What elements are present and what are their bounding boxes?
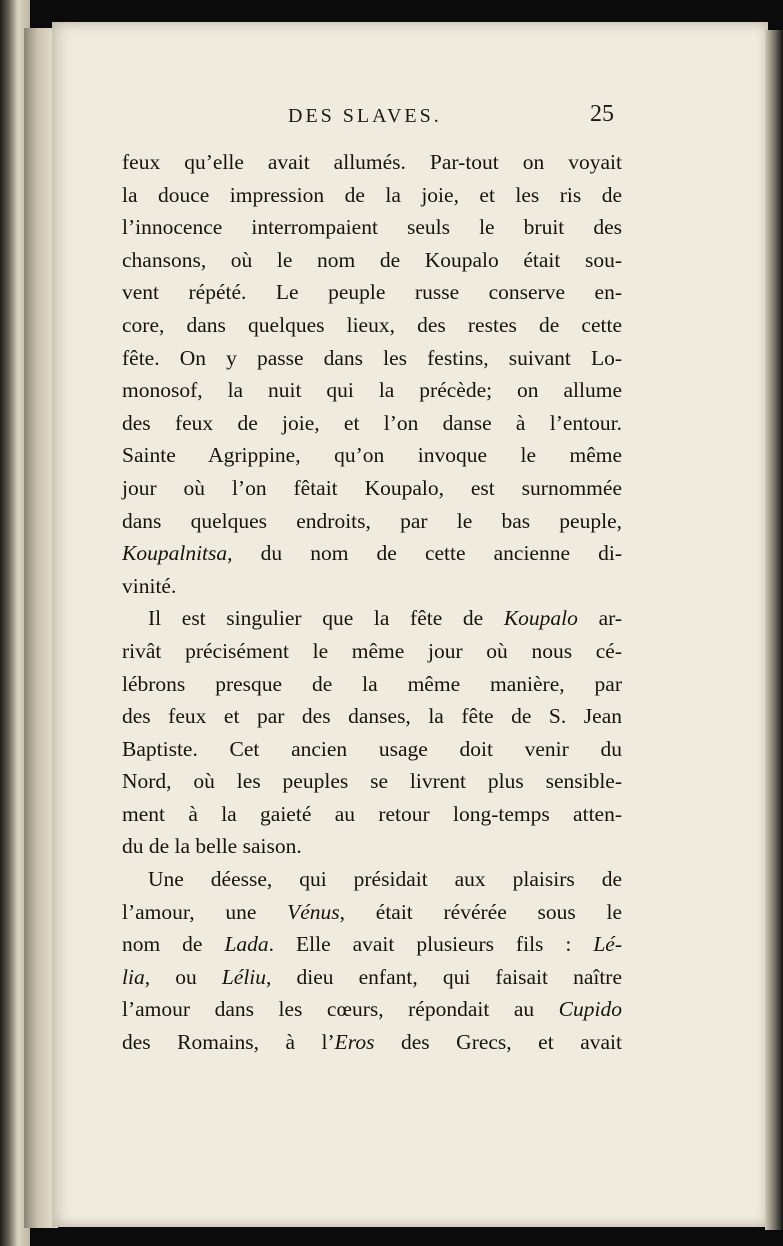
text-segment: Baptiste. Cet ancien usage doit venir du [122, 736, 622, 761]
text-segment: feux qu’elle avait allumés. Par-tout on voyait [122, 150, 622, 174]
text-segment: vent répété. Le peuple russe conserve en- [122, 280, 622, 305]
text-line [122, 896, 622, 929]
text-segment: Nord, où les peuples se livrent plus sensible- [122, 769, 622, 794]
text-line [122, 211, 622, 244]
text-segment: l’amour dans les cœurs, répondait au [122, 997, 559, 1022]
text-segment: chansons, où le nom de Koupalo était sou- [122, 247, 622, 272]
text-segment: nom de [122, 932, 225, 957]
text-segment: dans quelques endroits, par le bas peuple, [122, 508, 622, 533]
text-segment: , était révérée sous le [339, 899, 622, 924]
italic-text: Koupalnitsa [122, 541, 228, 566]
text-line [122, 733, 622, 766]
text-line [122, 961, 622, 994]
text-segment: , du nom de cette ancienne di- [227, 541, 622, 566]
text-segment: Une déesse, qui présidait aux plaisirs de [148, 867, 622, 892]
text-segment: core, dans quelques lieux, des restes de cette [122, 312, 622, 337]
text-line [122, 635, 622, 668]
text-line [122, 700, 622, 733]
text-line [122, 765, 622, 798]
page-header [0, 101, 783, 139]
italic-text: Eros [334, 1030, 375, 1055]
text-segment: . Elle avait plusieurs fils : [268, 932, 594, 957]
page-edge [765, 30, 783, 1230]
body-text [122, 146, 622, 1059]
text-line [122, 830, 622, 863]
text-segment: jour où l’on fêtait Koupalo, est surnommée [122, 475, 622, 500]
text-segment: des feux et par des danses, la fête de S. Jean [122, 704, 622, 729]
text-line [122, 993, 622, 1026]
text-segment: des feux de joie, et l’on danse à l’entour. [122, 410, 622, 435]
text-segment: l’amour, une [122, 899, 288, 924]
running-title: DES SLAVES. [288, 105, 442, 127]
text-segment: vinité. [122, 573, 177, 598]
text-segment: , dieu enfant, qui faisait naître [266, 964, 623, 989]
text-segment: la douce impression de la joie, et les ris de [122, 182, 622, 207]
text-line [122, 537, 622, 570]
text-line [122, 244, 622, 277]
text-segment: fête. On y passe dans les festins, suivant Lo- [122, 345, 622, 370]
text-line [122, 342, 622, 375]
italic-text: lia [122, 964, 145, 989]
text-segment: ar- [577, 606, 622, 631]
text-line [122, 928, 622, 961]
text-line [122, 1026, 622, 1059]
text-segment: du de la belle saison. [122, 834, 302, 859]
text-segment: Il est singulier que la fête de [148, 606, 504, 631]
text-segment: des Romains, à l’ [122, 1030, 335, 1055]
italic-text: Vénus [287, 899, 340, 924]
text-line [122, 505, 622, 538]
text-line [122, 570, 622, 603]
text-line [122, 179, 622, 212]
text-line [122, 863, 622, 896]
italic-text: Cupido [558, 997, 622, 1022]
text-segment: Sainte Agrippine, qu’on invoque le même [122, 443, 622, 468]
text-segment: l’innocence interrompaient seuls le bruit des [122, 215, 622, 240]
text-line [122, 602, 622, 635]
text-line [122, 472, 622, 505]
italic-text: Koupalo [503, 606, 578, 631]
page-number: 25 [590, 101, 614, 127]
text-line [122, 439, 622, 472]
text-segment: des Grecs, et avait [374, 1030, 622, 1055]
text-segment: monosof, la nuit qui la précède; on allume [122, 378, 622, 403]
text-segment: rivât précisément le même jour où nous cé- [122, 638, 622, 663]
italic-text: Léliu [221, 964, 267, 989]
text-segment: ment à la gaieté au retour long-temps atten- [122, 801, 622, 826]
text-line [122, 146, 622, 179]
text-line [122, 276, 622, 309]
text-segment: lébrons presque de la même manière, par [122, 671, 622, 696]
text-segment: , ou [144, 964, 222, 989]
italic-text: Lada [224, 932, 269, 957]
text-line [122, 374, 622, 407]
text-line [122, 668, 622, 701]
text-line [122, 407, 622, 440]
italic-text: Lé- [593, 932, 622, 957]
text-line [122, 309, 622, 342]
text-line [122, 798, 622, 831]
